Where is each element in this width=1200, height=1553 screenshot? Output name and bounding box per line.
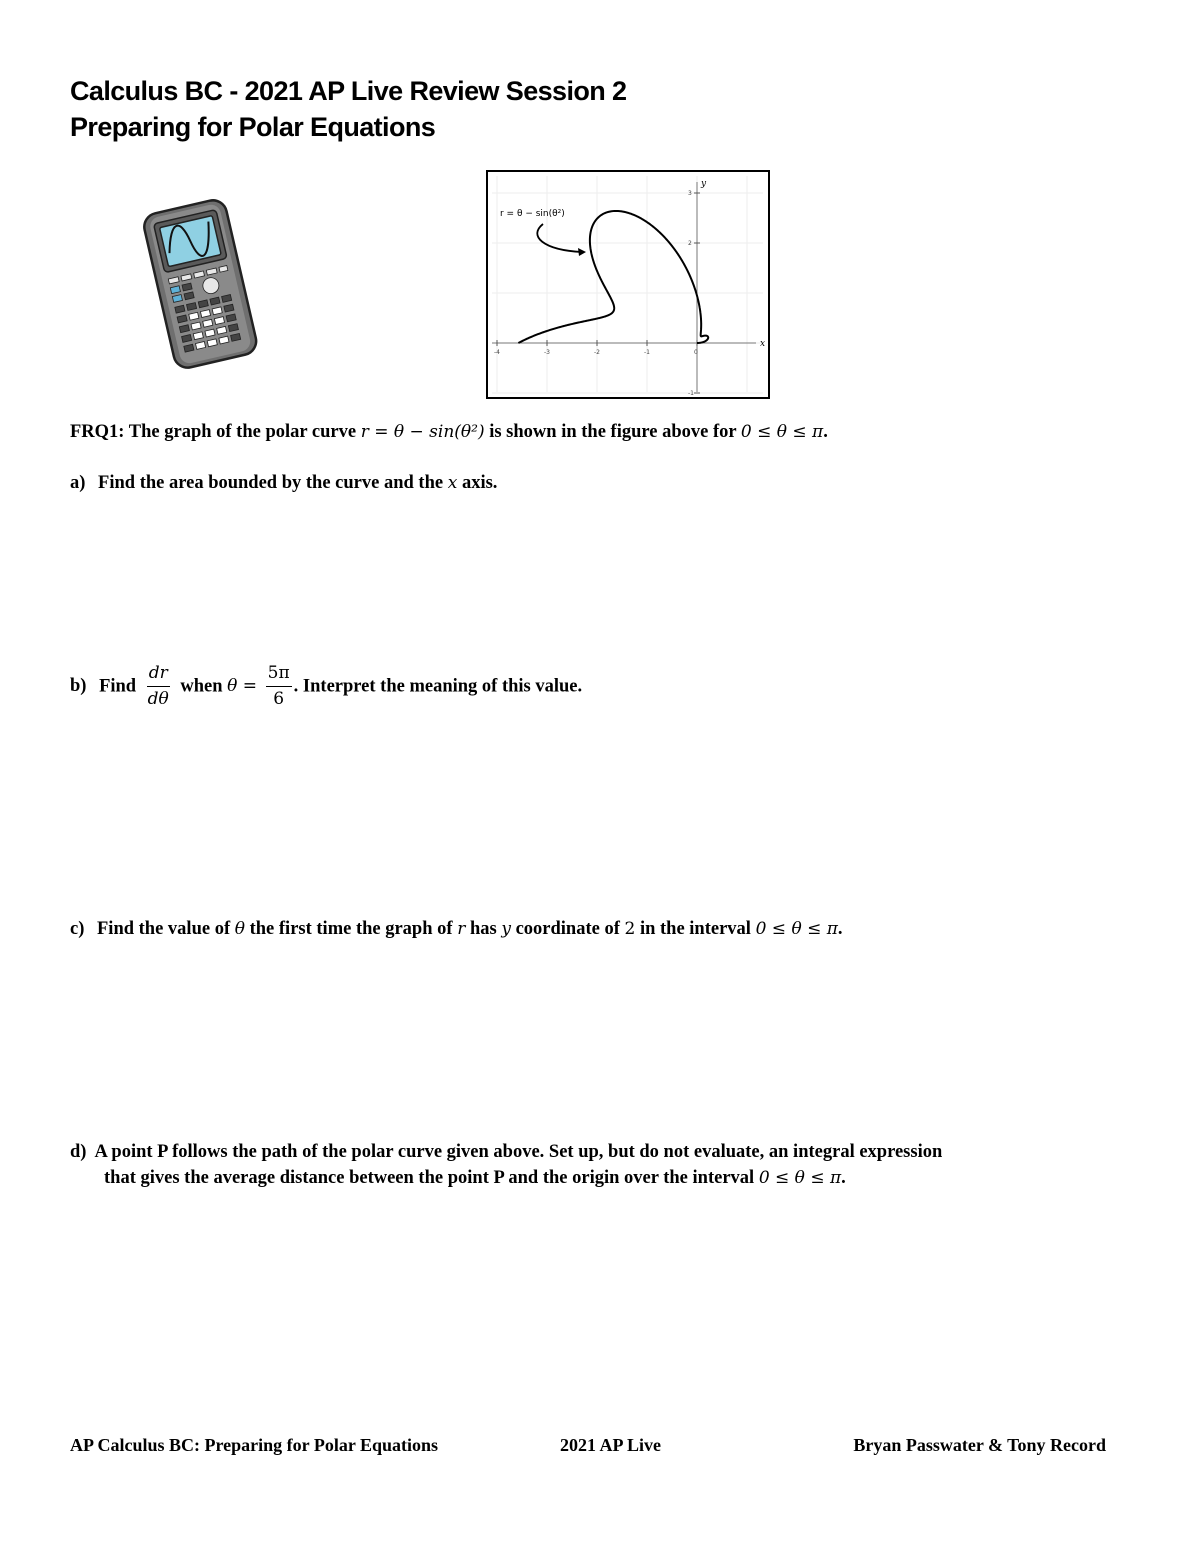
part-d-interval: 0 ≤ θ ≤ π (758, 1168, 842, 1188)
y-tick-label: 2 (688, 240, 692, 247)
part-c-text-1: Find the value of (97, 919, 231, 939)
part-b-label: b) (70, 676, 87, 697)
part-d-line-2 (104, 1166, 846, 1190)
frq-intro-mid: is shown in the figure above for (489, 422, 737, 442)
frq-label: FRQ1: (70, 422, 125, 442)
derivative-numerator: dr (147, 665, 170, 687)
part-d-line-1: A point P follows the path of the polar curve given above. Set up, but do not evaluate, an integral expression (94, 1142, 943, 1162)
part-c-text-3: has (469, 919, 497, 939)
curve-equation-label: r = θ − sin(θ²) (500, 209, 565, 219)
part-a-text-end: axis. (461, 473, 498, 493)
part-c-text-5: in the interval (639, 919, 751, 939)
y-axis-label: y (701, 179, 707, 189)
part-b-when: when (180, 676, 223, 697)
footer-center: 2021 AP Live (560, 1435, 662, 1455)
x-tick-label: -2 (594, 349, 600, 356)
theta-value-denominator: 6 (273, 689, 285, 709)
graphing-calculator-icon (140, 195, 260, 370)
x-tick-label: -3 (544, 349, 550, 356)
part-c-math-2: 2 (624, 919, 636, 939)
curve-label-arrow (537, 224, 582, 252)
x-tick-label: -1 (644, 349, 650, 356)
x-tick-label: 0 (694, 349, 698, 356)
part-c-interval: 0 ≤ θ ≤ π (755, 919, 838, 939)
x-axis-label: x (760, 339, 766, 349)
part-d-label: d) (70, 1142, 87, 1162)
derivative-fraction (147, 665, 170, 708)
frq-curve-equation: r = θ − sin(θ²) (360, 422, 485, 442)
part-a-var: x (447, 473, 458, 493)
frq-intro-end: . (823, 422, 828, 442)
polar-graph-chart (488, 172, 767, 396)
part-c-math-r: r (457, 919, 466, 939)
y-tick-label: 3 (688, 190, 692, 197)
page-subtitle: Preparing for Polar Equations (70, 112, 436, 142)
theta-value-fraction (266, 665, 292, 708)
x-tick-label: -4 (494, 349, 500, 356)
part-c-math-y: y (501, 919, 511, 939)
page-title: Calculus BC - 2021 AP Live Review Session 2 (70, 76, 627, 106)
part-b-find: Find (99, 676, 137, 697)
polar-graph-figure (486, 170, 770, 399)
y-tick-label: -1 (688, 390, 694, 396)
part-c-text-end: . (837, 919, 843, 939)
part-c (70, 917, 843, 941)
theta-value-numerator: 5π (266, 665, 292, 687)
part-a-label: a) (70, 473, 86, 493)
part-c-math-theta: θ (234, 919, 245, 939)
part-b-theta-eq: θ = (227, 676, 258, 696)
part-d-line-2-end: . (841, 1168, 846, 1188)
frq-intro-text: The graph of the polar curve (128, 422, 357, 442)
part-a-text: Find the area bounded by the curve and the (98, 473, 444, 493)
part-c-text-4: coordinate of (515, 919, 620, 939)
footer-left: AP Calculus BC: Preparing for Polar Equations (70, 1435, 439, 1455)
footer-right: Bryan Passwater & Tony Record (853, 1435, 1106, 1455)
part-c-label: c) (70, 919, 85, 939)
frq-theta-range: 0 ≤ θ ≤ π (740, 422, 824, 442)
part-b-text-end: . Interpret the meaning of this value. (293, 676, 583, 697)
curve-label-arrowhead (578, 248, 586, 256)
part-b (70, 665, 582, 708)
part-c-text-2: the first time the graph of (249, 919, 453, 939)
part-d (70, 1140, 942, 1164)
frq-intro (70, 420, 828, 444)
derivative-denominator: dθ (147, 689, 169, 709)
part-d-line-2-text: that gives the average distance between the point P and the origin over the interval (104, 1168, 755, 1188)
part-a (70, 471, 497, 495)
